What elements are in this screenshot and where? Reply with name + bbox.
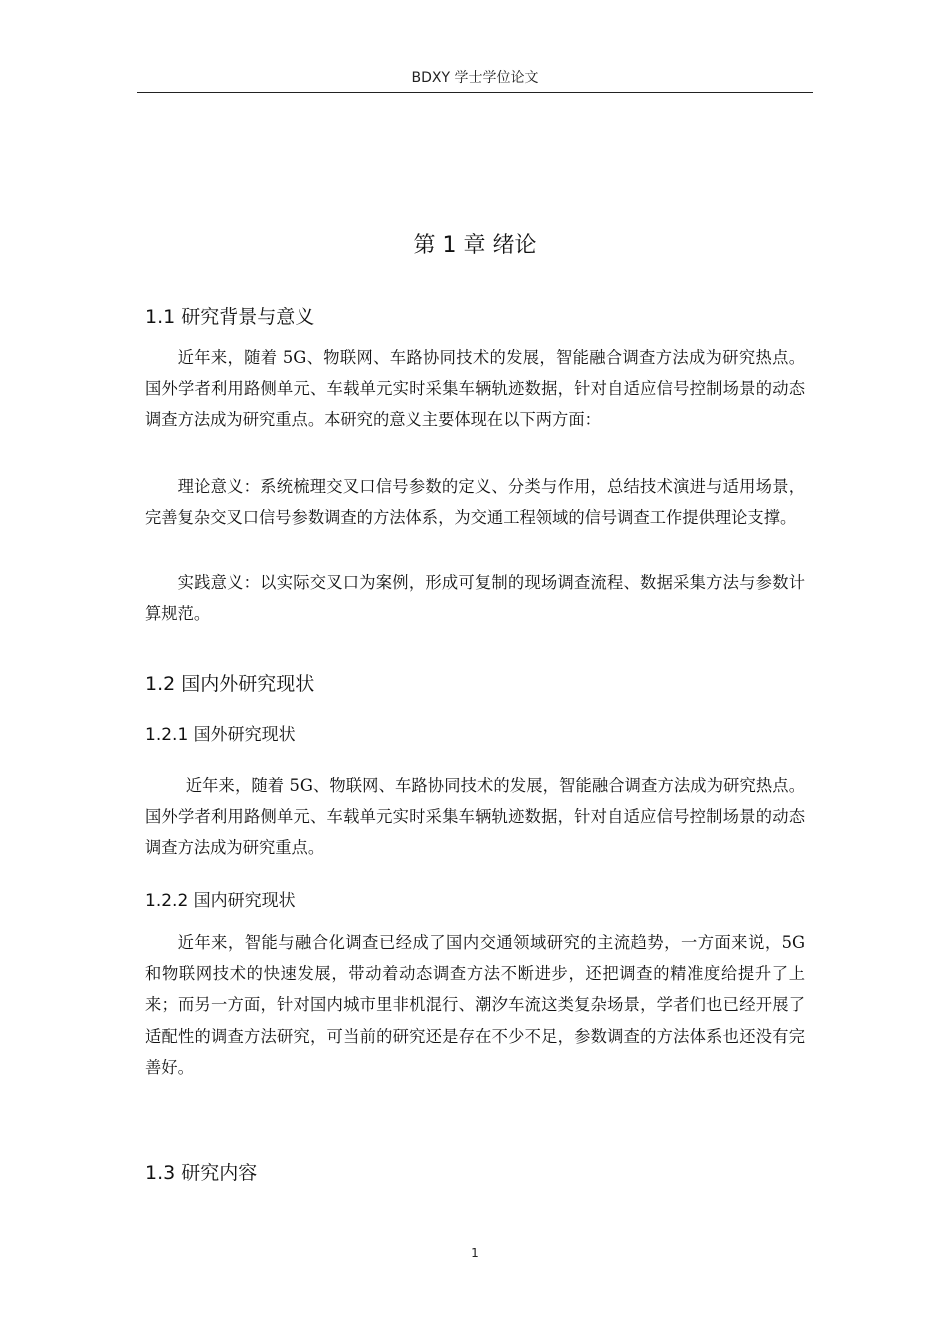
paragraph-foreign-research: 近年来，随着 5G、物联网、车路协同技术的发展，智能融合调查方法成为研究热点。国外学者利用路侧单元、车载单元实时采集车辆轨迹数据，针对自适应信号控制场景的动态调查方法成为研究重点。 xyxy=(145,776,805,858)
paragraph-background-intro: 近年来，随着 5G、物联网、车路协同技术的发展，智能融合调查方法成为研究热点。国外学者利用路侧单元、车载单元实时采集车辆轨迹数据，针对自适应信号控制场景的动态调查方法成为研究重点。本研究的意义主要体现在以下两方面： xyxy=(145,348,805,430)
section-heading-1-2-1: 1.2.1 国外研究现状 xyxy=(145,725,296,745)
paragraph-theoretical-significance: 理论意义：系统梳理交叉口信号参数的定义、分类与作用，总结技术演进与适用场景，完善复杂交叉口信号参数调查的方法体系，为交通工程领域的信号调查工作提供理论支撑。 xyxy=(145,477,805,528)
section-heading-1-3: 1.3 研究内容 xyxy=(145,1162,258,1184)
paragraph-domestic-research: 近年来，智能与融合化调查已经成了国内交通领域研究的主流趋势，一方面来说，5G 和物联网技术的快速发展，带动着动态调查方法不断进步，还把调查的精准度给提升了上来；而另一方面，针对国内城市里非机混行、潮汐车流这类复杂场景，学者们也已经开展了适配性的调查方法研究，可当前的研究还是存在不少不足，参数调查的方法体系也还没有完善好。 xyxy=(145,933,805,1077)
chapter-title: 第 1 章 绪论 xyxy=(413,233,537,258)
section-heading-1-2: 1.2 国内外研究现状 xyxy=(145,673,315,695)
section-heading-1-2-2: 1.2.2 国内研究现状 xyxy=(145,891,296,911)
paragraph-practical-significance: 实践意义：以实际交叉口为案例，形成可复制的现场调查流程、数据采集方法与参数计算规范。 xyxy=(145,573,805,624)
header-title: BDXY 学士学位论文 xyxy=(411,70,539,86)
page-number: 1 xyxy=(471,1246,479,1260)
page-header xyxy=(137,64,813,93)
section-heading-1-1: 1.1 研究背景与意义 xyxy=(145,306,315,328)
